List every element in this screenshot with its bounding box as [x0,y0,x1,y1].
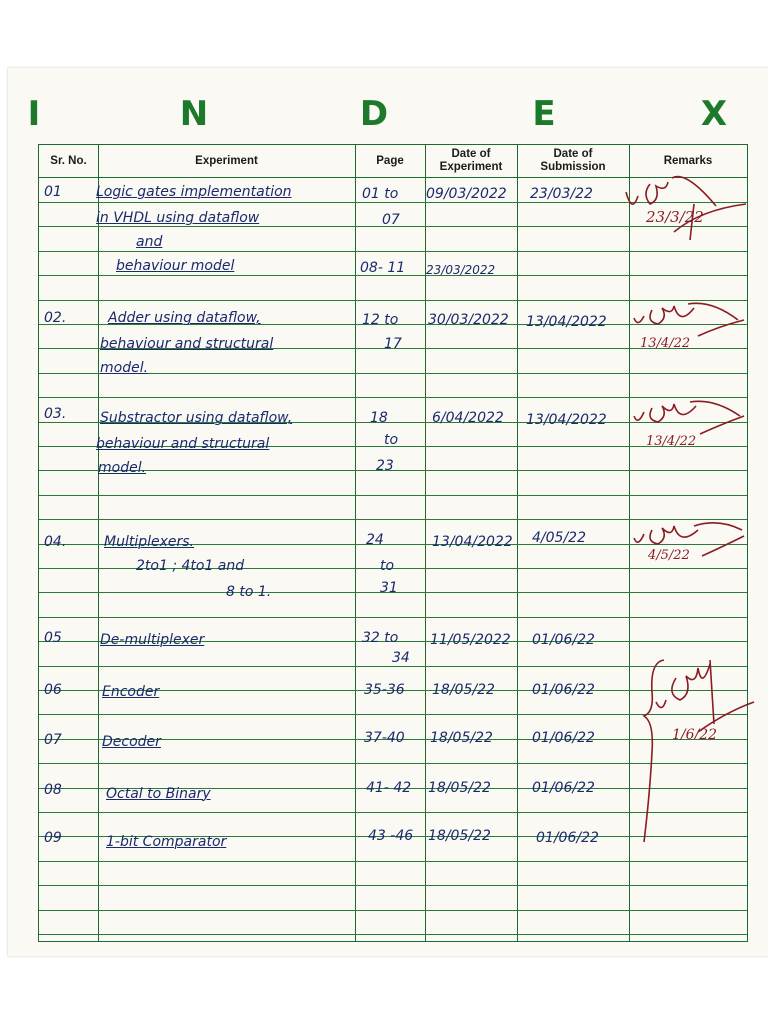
signature-mark [628,394,746,448]
entry-date-submission: 23/03/22 [530,186,593,202]
entry-page: 34 [392,650,410,666]
entry-sr: 01 [44,184,62,200]
entry-date-experiment: 23/03/2022 [426,263,496,277]
entry-page: 12 to [362,312,399,328]
ruled-line [39,617,747,618]
signature-mark [620,170,752,260]
heading-letter-d: D [359,94,389,134]
entry-date-experiment: 18/05/22 [430,730,493,746]
entry-date-submission: 01/06/22 [532,730,595,746]
entry-remark-date: 4/5/22 [648,548,690,563]
entry-date-submission: 4/05/22 [532,530,586,546]
ruled-line [39,495,747,496]
entry-date-submission: 01/06/22 [532,780,595,796]
entry-date-experiment: 6/04/2022 [432,410,504,426]
entry-sr: 08 [44,782,62,798]
entry-experiment-line: Encoder [102,684,160,700]
entry-experiment-line: Octal to Binary [106,786,211,802]
entry-experiment-line: Substractor using dataflow, [100,410,293,426]
entry-remark-date: 13/4/22 [640,336,691,351]
entry-experiment-line: Adder using dataflow, [108,310,261,326]
entry-experiment-line: model. [100,360,149,376]
entry-experiment-line: behaviour and structural [96,436,270,452]
heading-letter-x: X [700,94,728,134]
entry-date-experiment: 18/05/22 [428,780,491,796]
entry-date-submission: 01/06/22 [532,682,595,698]
header-page: Page [376,154,404,167]
entry-experiment-line: behaviour model [116,258,235,274]
column-divider [98,145,99,941]
entry-experiment-line: and [136,234,163,250]
entry-page: to [384,432,399,448]
entry-experiment-line: De-multiplexer [100,632,205,648]
entry-experiment-line: 2to1 ; 4to1 and [136,558,245,574]
entry-experiment-line: 1-bit Comparator [106,834,227,850]
entry-page: to [380,558,395,574]
entry-experiment-line: Multiplexers. [104,534,195,550]
bracket-mark [614,642,762,852]
ruled-line [39,934,747,935]
entry-experiment-line: Decoder [102,734,161,750]
entry-page: 35-36 [364,682,405,698]
entry-sr: 09 [44,830,62,846]
ruled-line [39,885,747,886]
entry-page: 37-40 [364,730,405,746]
entry-page: 23 [376,458,394,474]
entry-page: 43 -46 [368,828,414,844]
entry-date-submission: 13/04/2022 [526,412,607,428]
entry-date-submission: 01/06/22 [532,632,595,648]
entry-page: 41- 42 [366,780,412,796]
entry-remark-date: 13/4/22 [646,434,697,449]
entry-page: 01 to [362,186,399,202]
column-divider [355,145,356,941]
entry-sr: 03. [44,406,67,422]
entry-remark-date: 23/3/22 [646,208,704,226]
entry-page: 31 [380,580,398,596]
entry-experiment-line: Logic gates implementation [96,184,292,200]
entry-experiment-line: 8 to 1. [226,584,272,600]
entry-date-experiment: 13/04/2022 [432,534,513,550]
entry-page: 07 [382,212,400,228]
heading-letter-n: N [179,94,209,134]
entry-sr: 02. [44,310,67,326]
entry-experiment-line: model. [98,460,147,476]
column-divider [517,145,518,941]
heading-letter-e: E [532,94,556,134]
entry-sr: 06 [44,682,62,698]
entry-experiment-line: in VHDL using dataflow [96,210,260,226]
entry-date-experiment: 11/05/2022 [430,632,511,648]
entry-date-experiment: 18/05/22 [428,828,491,844]
entry-date-submission: 13/04/2022 [526,314,607,330]
ruled-line [39,861,747,862]
entry-date-experiment: 09/03/2022 [426,186,507,202]
entry-experiment-line: behaviour and structural [100,336,274,352]
header-sr-no: Sr. No. [50,154,87,167]
entry-sr: 07 [44,732,62,748]
entry-sr: 05 [44,630,62,646]
header-experiment: Experiment [195,154,258,167]
entry-date-experiment: 18/05/22 [432,682,495,698]
ruled-line [39,910,747,911]
entry-page: 08- 11 [360,260,406,276]
entry-page: 24 [366,532,384,548]
header-date-submission: Date of Submission [540,148,606,173]
signature-mark [628,296,746,350]
header-date-experiment: Date of Experiment [439,148,503,173]
entry-page: 17 [384,336,402,352]
entry-page: 18 [370,410,388,426]
entry-page: 32 to [362,630,399,646]
entry-sr: 04. [44,534,67,550]
heading-letter-i: I [27,94,41,134]
entry-date-experiment: 30/03/2022 [428,312,509,328]
entry-remark-date: 1/6/22 [672,727,718,743]
entry-date-submission: 01/06/22 [536,830,599,846]
signature-mark [628,516,746,570]
header-remarks: Remarks [663,154,713,167]
